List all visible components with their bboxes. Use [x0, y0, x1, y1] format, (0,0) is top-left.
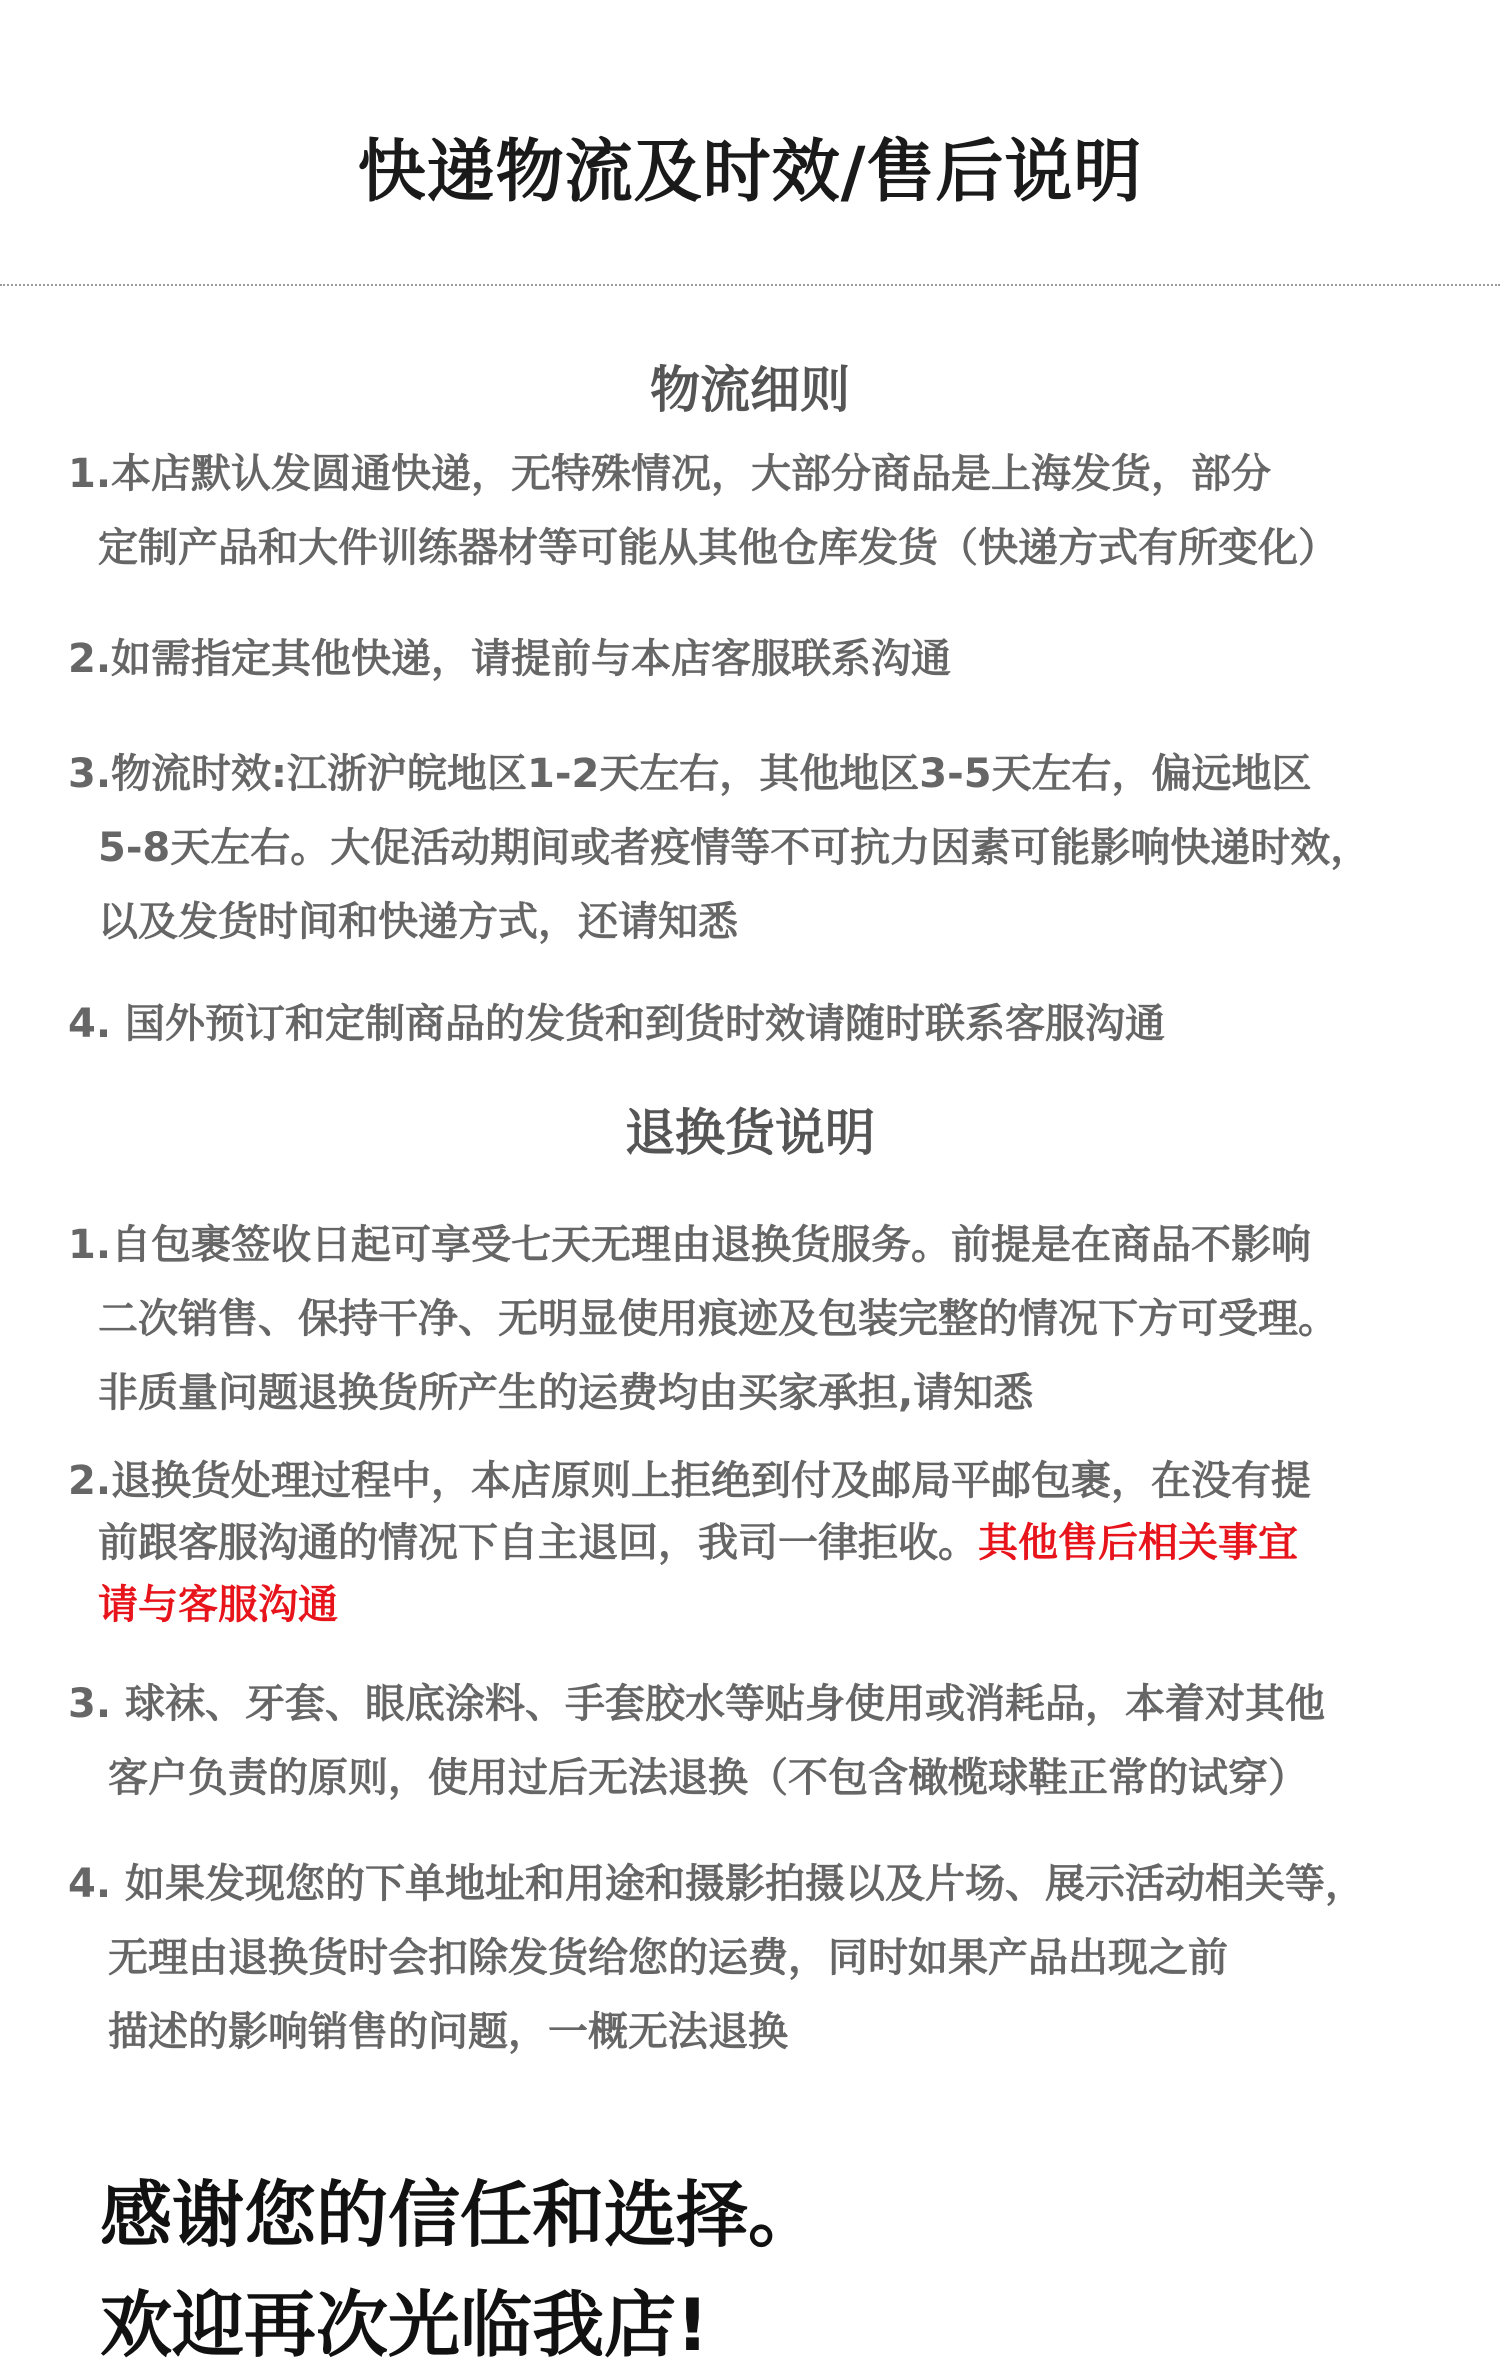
thanks-message: 感谢您的信任和选择。: [100, 2173, 821, 2257]
title-divider: [0, 284, 1500, 286]
returns-item-3-line-2: 客户负责的原则，使用过后无法退换（不包含橄榄球鞋正常的试穿）: [108, 1755, 1308, 1801]
returns-item-2-line-2-text: 前跟客服沟通的情况下自主退回，我司一律拒收。: [98, 1520, 978, 1566]
logistics-item-4: [68, 987, 1488, 1061]
returns-item-1: [68, 1208, 1488, 1430]
logistics-item-3-line-2: 5-8天左右。大促活动期间或者疫情等不可抗力因素可能影响快递时效，: [98, 825, 1371, 871]
logistics-item-3: [68, 737, 1488, 959]
returns-item-2-line-1: 2.退换货处理过程中，本店原则上拒绝到付及邮局平邮包裹，在没有提: [68, 1458, 1312, 1504]
logistics-heading: 物流细则: [650, 361, 850, 419]
returns-item-3: [68, 1667, 1488, 1815]
logistics-item-4-line-1: 4. 国外预订和定制商品的发货和到货时效请随时联系客服沟通: [68, 1001, 1165, 1047]
page-title: 快递物流及时效/售后说明: [357, 133, 1143, 212]
returns-item-2: [68, 1450, 1488, 1636]
welcome-message: 欢迎再次光临我店!: [100, 2283, 709, 2367]
returns-item-1-line-1: 1.自包裹签收日起可享受七天无理由退换货服务。前提是在商品不影响: [68, 1222, 1312, 1268]
logistics-item-3-line-1: 3.物流时效:江浙沪皖地区1-2天左右，其他地区3-5天左右，偏远地区: [68, 751, 1312, 797]
returns-item-1-line-2: 二次销售、保持干净、无明显使用痕迹及包装完整的情况下方可受理。: [98, 1296, 1338, 1342]
returns-item-4-line-3: 描述的影响销售的问题，一概无法退换: [108, 2009, 788, 2055]
returns-item-2-line-2: [68, 1512, 1488, 1574]
returns-item-1-line-3: 非质量问题退换货所产生的运费均由买家承担,请知悉: [98, 1370, 1034, 1416]
logistics-item-1: [68, 437, 1488, 585]
returns-item-4-line-1: 4. 如果发现您的下单地址和用途和摄影拍摄以及片场、展示活动相关等，: [68, 1861, 1365, 1907]
logistics-item-2: [68, 622, 1488, 696]
returns-item-4-line-2: 无理由退换货时会扣除发货给您的运费，同时如果产品出现之前: [108, 1935, 1228, 1981]
returns-heading: 退换货说明: [625, 1104, 875, 1162]
logistics-item-1-line-2: 定制产品和大件训练器材等可能从其他仓库发货（快递方式有所变化）: [98, 525, 1338, 571]
returns-item-2-highlight-2: 请与客服沟通: [98, 1582, 338, 1628]
logistics-item-2-line-1: 2.如需指定其他快递，请提前与本店客服联系沟通: [68, 636, 952, 682]
returns-item-4: [68, 1847, 1488, 2069]
returns-item-2-highlight-1: 其他售后相关事宜: [978, 1520, 1298, 1566]
returns-item-3-line-1: 3. 球袜、牙套、眼底涂料、手套胶水等贴身使用或消耗品，本着对其他: [68, 1681, 1325, 1727]
logistics-item-3-line-3: 以及发货时间和快递方式，还请知悉: [98, 899, 738, 945]
logistics-item-1-line-1: 1.本店默认发圆通快递，无特殊情况，大部分商品是上海发货，部分: [68, 451, 1272, 497]
